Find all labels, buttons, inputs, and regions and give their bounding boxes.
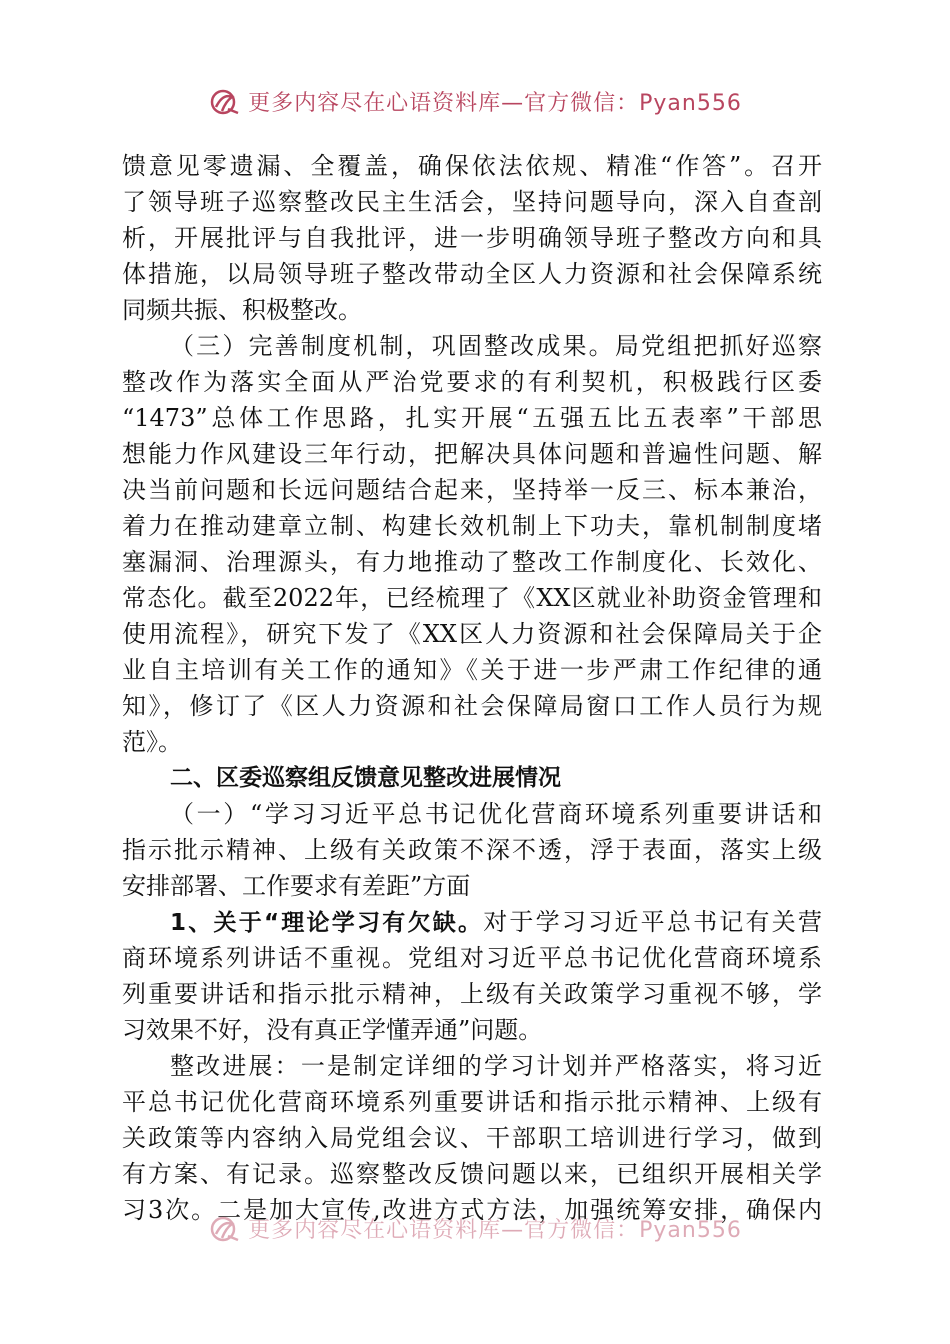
text-line: 平总书记优化营商环境系列重要讲话和指示批示精神、上级有 bbox=[122, 1088, 822, 1116]
section-heading: 二、区委巡察组反馈意见整改进展情况 bbox=[170, 765, 561, 791]
text-line: 析，开展批评与自我批评，进一步明确领导班子整改方向和具 bbox=[122, 224, 822, 252]
text-line: 了领导班子巡察整改民主生活会，坚持问题导向，深入自查剖 bbox=[122, 188, 822, 216]
watermark-text: 更多内容尽在心语资料库—官方微信：Pyan556 bbox=[248, 1218, 742, 1243]
text-line: 有方案、有记录。巡察整改反馈问题以来，已组织开展相关学 bbox=[122, 1160, 822, 1188]
logo-icon bbox=[208, 1214, 242, 1244]
text-line: “1473”总体工作思路，扎实开展“五强五比五表率”干部思 bbox=[122, 404, 822, 432]
text-line: 指示批示精神、上级有关政策不深不透，浮于表面，落实上级 bbox=[122, 836, 822, 864]
text-line: 关政策等内容纳入局党组会议、干部职工培训进行学习，做到 bbox=[122, 1124, 822, 1152]
text-line: 使用流程》，研究下发了《XX区人力资源和社会保障局关于企 bbox=[122, 620, 822, 648]
text-line: （三）完善制度机制，巩固整改成果。局党组把抓好巡察 bbox=[170, 332, 822, 360]
text-line: 想能力作风建设三年行动，把解决具体问题和普遍性问题、解 bbox=[122, 440, 822, 468]
item-title: 1、关于“理论学习有欠缺。 bbox=[170, 910, 484, 936]
document-body bbox=[122, 148, 822, 1228]
text-line: 知》，修订了《区人力资源和社会保障局窗口工作人员行为规 bbox=[122, 692, 822, 720]
text-line: 馈意见零遗漏、全覆盖，确保依法依规、精准“作答”。召开 bbox=[122, 152, 822, 180]
watermark-footer bbox=[0, 1213, 950, 1244]
text-line: 整改作为落实全面从严治党要求的有利契机，积极践行区委 bbox=[122, 368, 822, 396]
text-line: 列重要讲话和指示批示精神，上级有关政策学习重视不够，学 bbox=[122, 980, 822, 1008]
watermark-header bbox=[0, 86, 950, 117]
logo-icon bbox=[208, 87, 242, 117]
text-line: 着力在推动建章立制、构建长效机制上下功夫，靠机制制度堵 bbox=[122, 512, 822, 540]
text-line: 习3次。二是加大宣传,改进方式方法，加强统筹安排，确保内 bbox=[122, 1196, 822, 1224]
text-line: 常态化。截至2022年，已经梳理了《XX区就业补助资金管理和 bbox=[122, 584, 822, 612]
text-line: 塞漏洞、治理源头，有力地推动了整改工作制度化、长效化、 bbox=[122, 548, 822, 576]
text-line: 同频共振、积极整改。 bbox=[122, 296, 362, 324]
text-line: 整改进展：一是制定详细的学习计划并严格落实，将习近 bbox=[170, 1052, 822, 1080]
text-line bbox=[122, 904, 822, 940]
text-line: 商环境系列讲话不重视。党组对习近平总书记优化营商环境系 bbox=[122, 944, 822, 972]
text-line: 习效果不好，没有真正学懂弄通”问题。 bbox=[122, 1016, 543, 1044]
text-line: 业自主培训有关工作的通知》《关于进一步严肃工作纪律的通 bbox=[122, 656, 822, 684]
text-line: 体措施，以局领导班子整改带动全区人力资源和社会保障系统 bbox=[122, 260, 822, 288]
text-line: （一）“学习习近平总书记优化营商环境系列重要讲话和 bbox=[170, 800, 822, 828]
text-line: 范》。 bbox=[122, 728, 182, 756]
watermark-text: 更多内容尽在心语资料库—官方微信：Pyan556 bbox=[248, 91, 742, 116]
text-line: 决当前问题和长远问题结合起来，坚持举一反三、标本兼治， bbox=[122, 476, 822, 504]
text-line: 安排部署、工作要求有差距”方面 bbox=[122, 872, 471, 900]
item-text: 对于学习习近平总书记有关营 bbox=[483, 908, 822, 936]
